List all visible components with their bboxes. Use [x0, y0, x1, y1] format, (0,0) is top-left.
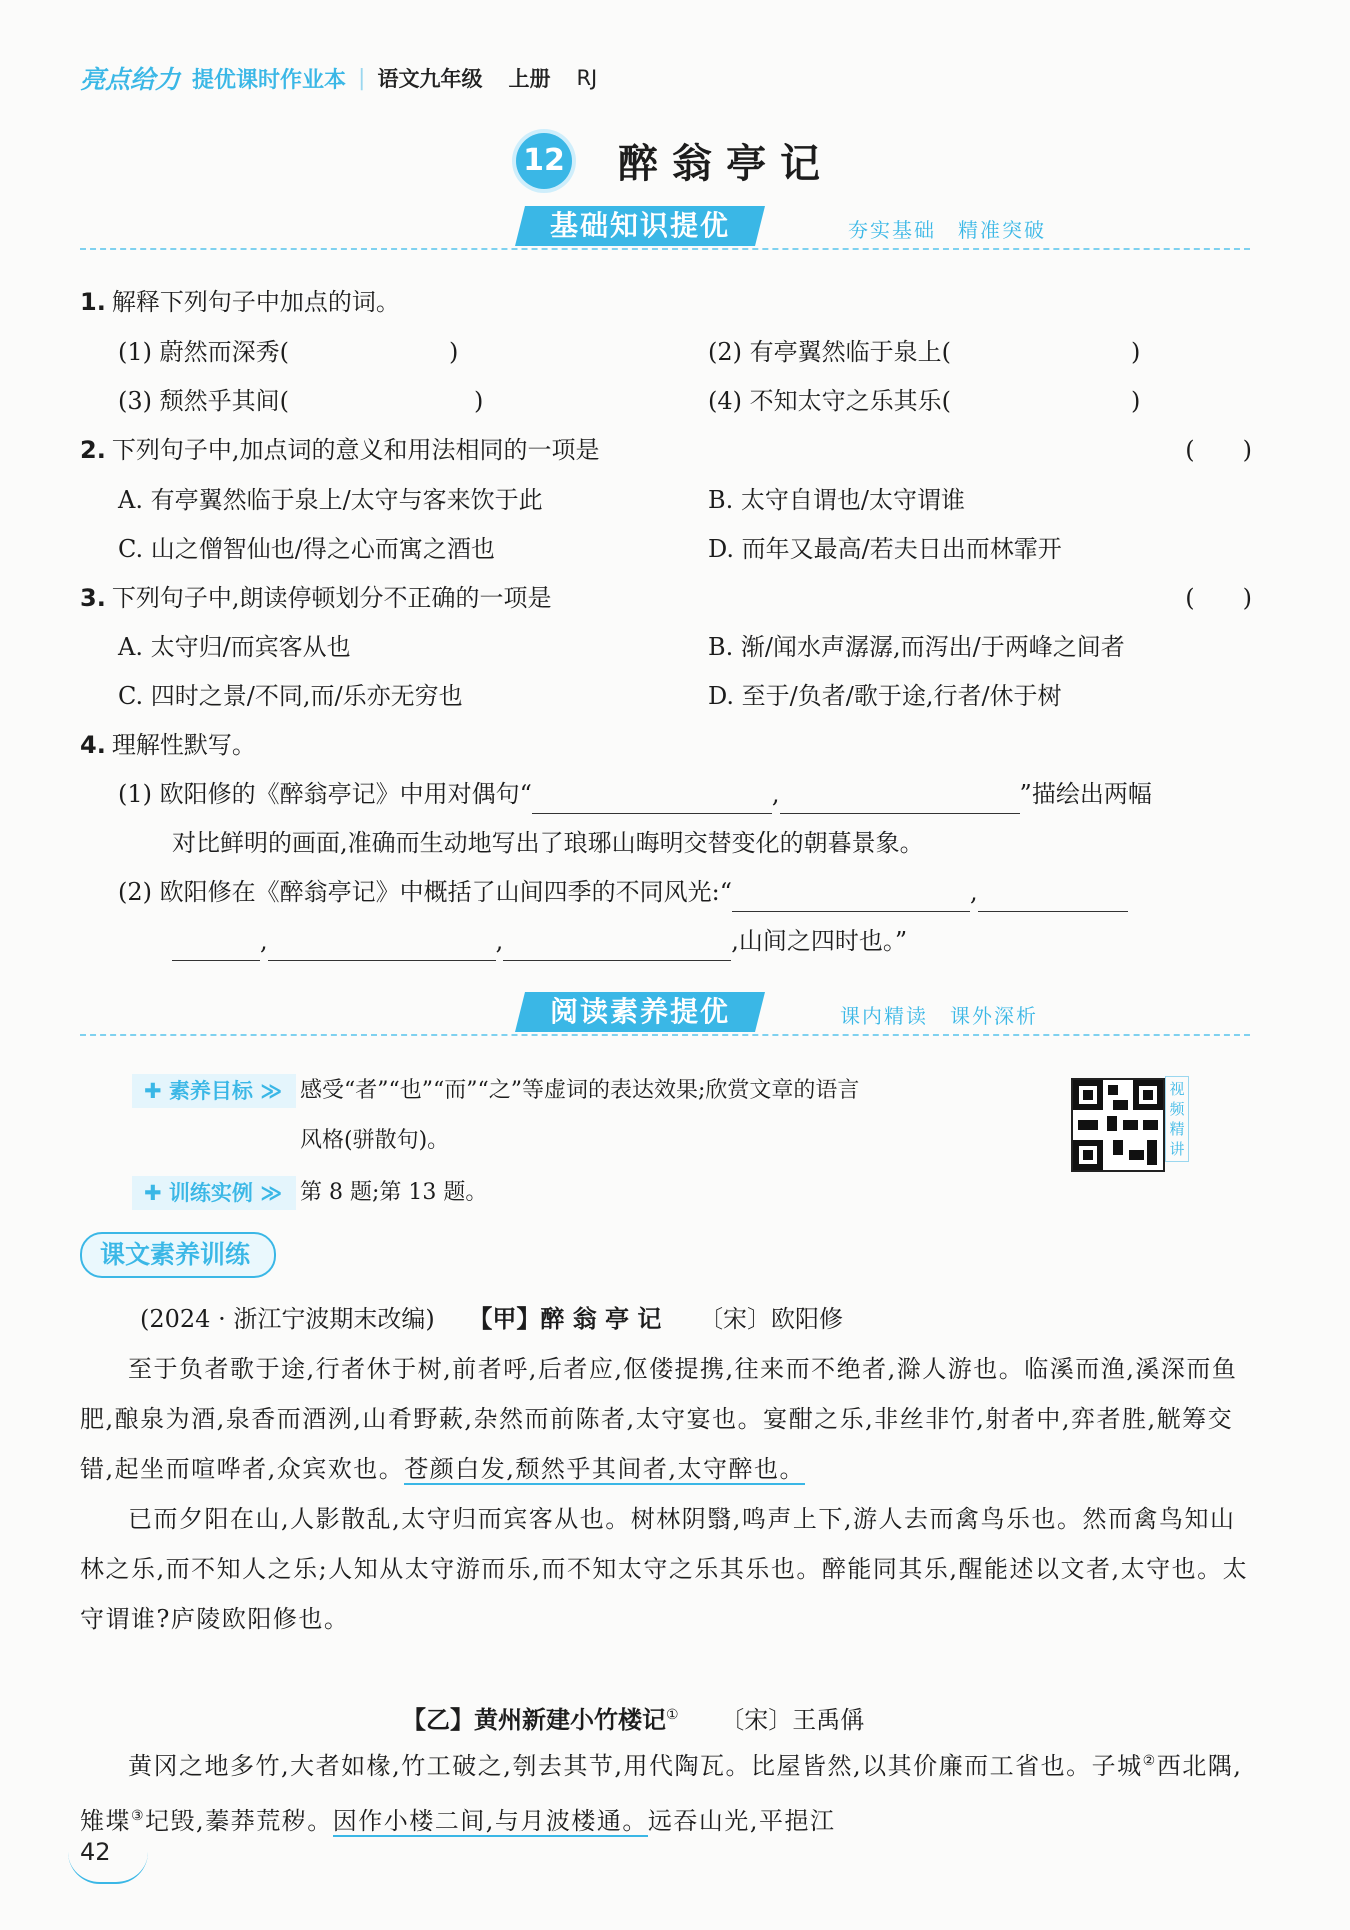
banner-subtitle: 夯实基础 精准突破 [848, 218, 1046, 242]
answer-blank[interactable] [780, 785, 1020, 814]
q3-option-c: C. 四时之景/不同,而/乐亦无穷也 [118, 682, 463, 710]
section-banner-reading [80, 990, 1250, 1040]
answer-blank[interactable] [978, 883, 1128, 912]
question-3-stem: 3. 下列句子中,朗读停顿划分不正确的一项是 [80, 584, 552, 612]
question-2-stem: 2. 下列句子中,加点词的意义和用法相同的一项是 [80, 436, 600, 464]
q4-part-1-line-2: 对比鲜明的画面,准确而生动地写出了琅琊山晦明交替变化的朝暮景象。 [172, 829, 924, 857]
q3-option-a: A. 太守归/而宾客从也 [118, 633, 351, 661]
banner-label: 基础知识提优 [515, 206, 765, 246]
goal-chip: ✚ 素养目标 ≫ [132, 1074, 296, 1108]
goal-text-line-1: 感受“者”“也”“而”“之”等虚词的表达效果;欣赏文章的语言 [300, 1078, 860, 1103]
q2-answer-paren: ( ) [1185, 436, 1252, 464]
q4-part-2-line-2: , , ,山间之四时也。” [172, 921, 907, 961]
page-number: 42 [80, 1838, 111, 1866]
dashed-divider [80, 1034, 1250, 1036]
q3-option-b: B. 渐/闻水声潺潺,而泻出/于两峰之间者 [708, 633, 1125, 661]
lesson-title: 醉翁亭记 [618, 140, 834, 187]
q3-answer-paren: ( ) [1185, 584, 1252, 612]
answer-blank[interactable] [732, 883, 970, 912]
video-tutorial-label[interactable]: 视频精讲 [1165, 1076, 1189, 1162]
banner-label: 阅读素养提优 [515, 992, 765, 1032]
lesson-title-row [0, 132, 1350, 189]
practice-text: 第 8 题;第 13 题。 [300, 1180, 488, 1205]
answer-blank[interactable] [532, 785, 772, 814]
passage-a-body [80, 1344, 1250, 1644]
series-name: 提优课时作业本 [192, 67, 347, 93]
q4-part-1-line-1: (1) 欧阳修的《醉翁亭记》中用对偶句“ , ”描绘出两幅 [118, 774, 1152, 814]
passage-a-source: (2024 · 浙江宁波期末改编) 【甲】醉 翁 亭 记 〔宋〕欧阳修 [140, 1305, 844, 1333]
passage-b-body [80, 1736, 1250, 1846]
banner-subtitle: 课内精读 课外深析 [840, 1004, 1038, 1028]
underlined-sentence: 苍颜白发,颓然乎其间者,太守醉也。 [404, 1455, 806, 1483]
qr-code-icon[interactable] [1071, 1078, 1165, 1172]
underlined-sentence: 因作小楼二间,与月波楼通。 [332, 1807, 648, 1835]
subject-label: 语文九年级 [377, 67, 483, 91]
dashed-divider [80, 248, 1250, 250]
question-4-stem: 4. 理解性默写。 [80, 731, 256, 759]
passage-b-paragraph-1: 黄冈之地多竹,大者如椽,竹工破之,刳去其节,用代陶瓦。比屋皆然,以其价廉而工省也。子城②西北隅,雉堞③圮毁,蓁莽荒秽。因作小楼二间,与月波楼通。远吞山光,平挹江 [80, 1752, 1243, 1835]
term-label: 上册 [508, 67, 551, 91]
passage-b-source: 【乙】黄州新建小竹楼记① 〔宋〕王禹偁 [402, 1706, 865, 1734]
question-1-stem: 1. 解释下列句子中加点的词。 [80, 288, 400, 316]
section-heading-pill: 课文素养训练 [80, 1232, 276, 1278]
page-header [80, 58, 597, 98]
q1-item-1: (1) 蔚然而深秀( ) [118, 338, 459, 366]
q2-option-c: C. 山之僧智仙也/得之心而寓之酒也 [118, 535, 495, 563]
header-divider: | [358, 65, 366, 91]
q2-option-d: D. 而年又最高/若夫日出而林霏开 [708, 535, 1062, 563]
answer-blank[interactable] [503, 932, 731, 961]
q1-item-3: (3) 颓然乎其间( ) [118, 387, 484, 415]
answer-blank[interactable] [172, 932, 260, 961]
passage-a-paragraph-1: 至于负者歌于途,行者休于树,前者呼,后者应,伛偻提携,往来而不绝者,滁人游也。临溪而渔,溪深而鱼肥,酿泉为酒,泉香而酒洌,山肴野蔌,杂然而前陈者,太守宴也。宴酣之乐,非丝非竹,射者中,弈者胜,觥筹交错,起坐而喧哗者,众宾欢也。苍颜白发,颓然乎其间者,太守醉也。 [80, 1355, 1238, 1483]
q4-part-2-line-1: (2) 欧阳修在《醉翁亭记》中概括了山间四季的不同风光:“ , [118, 872, 1128, 912]
q3-option-d: D. 至于/负者/歌于途,行者/休于树 [708, 682, 1062, 710]
q1-item-4: (4) 不知太守之乐其乐( ) [708, 387, 1141, 415]
answer-blank[interactable] [268, 932, 496, 961]
edition-label: RJ [576, 66, 598, 90]
q1-item-2: (2) 有亭翼然临于泉上( ) [708, 338, 1141, 366]
passage-a-paragraph-2: 已而夕阳在山,人影散乱,太守归而宾客从也。树林阴翳,鸣声上下,游人去而禽鸟乐也。然而禽鸟知山林之乐,而不知人之乐;人知从太守游而乐,而不知太守之乐其乐也。醉能同其乐,醒能述以文者,太守也。太守谓谁?庐陵欧阳修也。 [80, 1505, 1249, 1633]
goal-text-line-2: 风格(骈散句)。 [300, 1128, 450, 1153]
lesson-number-badge: 12 [516, 133, 572, 189]
section-banner-basic [80, 204, 1250, 254]
q2-option-a: A. 有亭翼然临于泉上/太守与客来饮于此 [118, 486, 543, 514]
q2-option-b: B. 太守自谓也/太守谓谁 [708, 486, 965, 514]
brand-logo: 亮点给力 [80, 65, 181, 94]
practice-chip: ✚ 训练实例 ≫ [132, 1176, 296, 1210]
